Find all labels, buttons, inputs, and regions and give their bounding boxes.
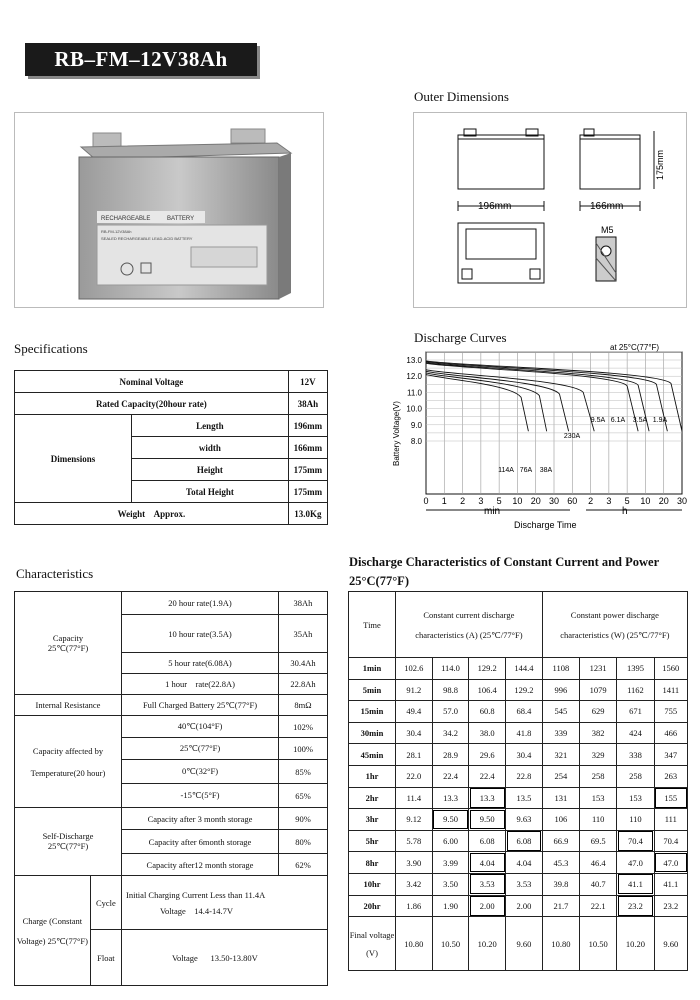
value-cell: 153: [580, 787, 617, 809]
spec-row: [15, 503, 328, 525]
x-tick-label: 2: [588, 496, 594, 506]
discharge-table: [348, 591, 688, 971]
capacity-row-label: 10 hour rate(3.5A): [122, 615, 279, 653]
x-ticks: [423, 496, 687, 506]
value-cell: 996: [542, 679, 579, 701]
value-cell: 22.1: [580, 895, 617, 917]
temp-row-value: 102%: [279, 716, 328, 738]
time-cell: 45min: [349, 744, 396, 766]
spec-row: [15, 371, 328, 393]
spec-row: [15, 415, 328, 437]
capacity-row-value: 35Ah: [279, 615, 328, 653]
final-value: 10.20: [617, 917, 654, 971]
value-cell: 47.0: [617, 852, 654, 874]
dim-value: 175mm: [288, 459, 327, 481]
value-cell: 30.4: [396, 722, 433, 744]
h-label: h: [622, 506, 628, 517]
discharge-row: [349, 873, 688, 895]
curve-label: 230A: [563, 433, 581, 440]
dim-value: 166mm: [288, 437, 327, 459]
outer-dimensions-drawing: [413, 112, 687, 308]
value-cell: 114.0: [432, 658, 469, 680]
min-label: min: [484, 506, 501, 517]
value-cell: 338: [617, 744, 654, 766]
temp-row-label: 40℃(104°F): [122, 716, 279, 738]
y-tick-label: 12.0: [406, 372, 422, 382]
value-cell: 1162: [617, 679, 654, 701]
x-tick-label: 10: [640, 496, 651, 506]
value-cell: 258: [617, 765, 654, 787]
value-cell: 545: [542, 701, 579, 723]
value-cell: 111: [654, 809, 687, 831]
time-cell: 15min: [349, 701, 396, 723]
weight-label: Weight Approx.: [15, 503, 289, 525]
value-cell: 9.50: [469, 809, 506, 831]
curve-label: 1.9A: [652, 417, 668, 424]
float-label: Float: [90, 930, 121, 986]
value-cell: 347: [654, 744, 687, 766]
y-tick-label: 9.0: [410, 420, 422, 430]
value-cell: 22.8: [506, 765, 543, 787]
x-tick-label: 1: [441, 496, 447, 506]
internal-value: 8mΩ: [279, 695, 328, 716]
discharge-curves-heading: Discharge Curves: [414, 330, 507, 345]
y-axis-label: Battery Voltage(V): [392, 401, 401, 466]
spec-row: [15, 393, 328, 415]
dim-label: Height: [132, 459, 289, 481]
dimensions-label: Dimensions: [15, 415, 132, 503]
value-cell: 129.2: [506, 679, 543, 701]
value-cell: 6.00: [432, 830, 469, 852]
photo-label-2: BATTERY: [167, 216, 195, 222]
curve-label: 114A: [498, 467, 514, 474]
self-row-value: 80%: [279, 830, 328, 854]
self-row-label: Capacity after12 month storage: [122, 854, 279, 876]
value-cell: 1560: [654, 658, 687, 680]
value-cell: 28.1: [396, 744, 433, 766]
value-cell: 9.63: [506, 809, 543, 831]
value-cell: 28.9: [432, 744, 469, 766]
value-cell: 47.0: [654, 852, 687, 874]
internal-cond: Full Charged Battery 25℃(77°F): [122, 695, 279, 716]
value-cell: 23.2: [617, 895, 654, 917]
final-value: 10.50: [432, 917, 469, 971]
current-header: Constant current discharge characteristics (A) (25℃/77°F): [396, 592, 543, 658]
photo-small-1: RB-FM-12V38Ah: [101, 229, 132, 234]
curve-label: 76A: [519, 467, 533, 474]
final-value: 10.80: [396, 917, 433, 971]
value-cell: 2.00: [506, 895, 543, 917]
discharge-row: [349, 787, 688, 809]
x-tick-label: 5: [624, 496, 630, 506]
temp-row-label: -15℃(5°F): [122, 784, 279, 808]
value-cell: 11.4: [396, 787, 433, 809]
time-header: Time: [349, 592, 396, 658]
value-cell: 13.3: [432, 787, 469, 809]
weight-value: 13.0Kg: [288, 503, 327, 525]
value-cell: 3.99: [432, 852, 469, 874]
x-tick-label: 10: [512, 496, 523, 506]
value-cell: 29.6: [469, 744, 506, 766]
value-cell: 155: [654, 787, 687, 809]
capacity-row-label: 1 hour rate(22.8A): [122, 674, 279, 695]
value-cell: 39.8: [542, 873, 579, 895]
value-cell: 329: [580, 744, 617, 766]
discharge-row: [349, 679, 688, 701]
final-value: 10.80: [542, 917, 579, 971]
value-cell: 321: [542, 744, 579, 766]
photo-label-1: RECHARGEABLE: [101, 216, 151, 222]
value-cell: 57.0: [432, 701, 469, 723]
value-cell: 9.50: [432, 809, 469, 831]
dim-label: Length: [132, 415, 289, 437]
value-cell: 22.0: [396, 765, 433, 787]
discharge-row: [349, 701, 688, 723]
charge-label: Charge (Constant Voltage) 25℃(77°F): [15, 876, 91, 986]
value-cell: 40.7: [580, 873, 617, 895]
value-cell: 46.4: [580, 852, 617, 874]
discharge-row: [349, 895, 688, 917]
final-value: 9.60: [654, 917, 687, 971]
capacity-label: Capacity: [52, 632, 84, 643]
x-tick-label: 30: [548, 496, 560, 506]
value-cell: 153: [617, 787, 654, 809]
x-tick-label: 20: [658, 496, 669, 506]
temp-note: at 25°C(77°F): [610, 343, 660, 352]
value-cell: 45.3: [542, 852, 579, 874]
y-tick-label: 8.0: [410, 437, 422, 446]
x-tick-label: 3: [606, 496, 612, 506]
discharge-curves-chart: [386, 338, 690, 534]
capacity-row-value: 30.4Ah: [279, 653, 328, 674]
value-cell: 13.3: [469, 787, 506, 809]
temp-row-value: 85%: [279, 760, 328, 784]
y-ticks: [406, 356, 422, 446]
spec-label: Rated Capacity(20hour rate): [15, 393, 289, 415]
temp-row-value: 100%: [279, 738, 328, 760]
value-cell: 30.4: [506, 744, 543, 766]
value-cell: 23.2: [654, 895, 687, 917]
x-tick-label: 5: [496, 496, 502, 506]
time-cell: 1hr: [349, 765, 396, 787]
value-cell: 110: [617, 809, 654, 831]
dim-depth: 166mm: [590, 201, 624, 212]
value-cell: 102.6: [396, 658, 433, 680]
value-cell: 1395: [617, 658, 654, 680]
value-cell: 424: [617, 722, 654, 744]
y-tick-label: 11.0: [407, 388, 422, 398]
value-cell: 34.2: [432, 722, 469, 744]
discharge-row: [349, 722, 688, 744]
value-cell: 263: [654, 765, 687, 787]
value-cell: 2.00: [469, 895, 506, 917]
final-value: 10.20: [469, 917, 506, 971]
x-tick-label: 0: [423, 496, 429, 506]
discharge-row: [349, 658, 688, 680]
photo-small-2: SEALED RECHARGEABLE LEAD-ACID BATTERY: [101, 236, 193, 241]
temp-row-value: 65%: [279, 784, 328, 808]
value-cell: 9.12: [396, 809, 433, 831]
discharge-row: [349, 852, 688, 874]
value-cell: 68.4: [506, 701, 543, 723]
time-cell: 20hr: [349, 895, 396, 917]
spec-value: 38Ah: [288, 393, 327, 415]
discharge-row: [349, 809, 688, 831]
value-cell: 3.53: [469, 873, 506, 895]
time-cell: 10hr: [349, 873, 396, 895]
cycle-label: Cycle: [90, 876, 121, 930]
self-row-value: 62%: [279, 854, 328, 876]
final-value: 10.50: [580, 917, 617, 971]
internal-label: Internal Resistance: [15, 695, 122, 716]
value-cell: 91.2: [396, 679, 433, 701]
self-label: Self-Discharge: [42, 831, 94, 841]
value-cell: 21.7: [542, 895, 579, 917]
value-cell: 3.90: [396, 852, 433, 874]
discharge-table-title: Discharge Characteristics of Constant Current and Power 25°C(77°F): [349, 555, 659, 588]
value-cell: 106: [542, 809, 579, 831]
value-cell: 1.90: [432, 895, 469, 917]
dimension-svg: [414, 113, 686, 307]
value-cell: 254: [542, 765, 579, 787]
dim-value: 196mm: [288, 415, 327, 437]
value-cell: 4.04: [506, 852, 543, 874]
value-cell: 22.4: [432, 765, 469, 787]
model-title: RB–FM–12V38Ah: [25, 43, 257, 76]
cycle-cell: [122, 876, 328, 930]
x-tick-label: 60: [567, 496, 578, 506]
y-tick-label: 13.0: [406, 356, 422, 365]
value-cell: 41.8: [506, 722, 543, 744]
value-cell: 1411: [654, 679, 687, 701]
time-cell: 2hr: [349, 787, 396, 809]
value-cell: 4.04: [469, 852, 506, 874]
value-cell: 339: [542, 722, 579, 744]
value-cell: 3.50: [432, 873, 469, 895]
cycle-line2: Voltage 14.4-14.7V: [160, 905, 234, 916]
value-cell: 13.5: [506, 787, 543, 809]
value-cell: 671: [617, 701, 654, 723]
cycle-line1: Initial Charging Current Less than 11.4A: [126, 889, 266, 900]
time-cell: 30min: [349, 722, 396, 744]
value-cell: 755: [654, 701, 687, 723]
power-header: Constant power discharge characteristics (W) (25℃/77°F): [542, 592, 687, 658]
specifications-table: [14, 370, 328, 525]
curve-label: 38A: [539, 467, 553, 474]
value-cell: 22.4: [469, 765, 506, 787]
discharge-curve-line: [426, 362, 667, 432]
self-row-label: Capacity after 3 month storage: [122, 808, 279, 830]
value-cell: 38.0: [469, 722, 506, 744]
value-cell: 110: [580, 809, 617, 831]
dim-height: 175mm: [655, 149, 665, 180]
capacity-row-label: 5 hour rate(6.08A): [122, 653, 279, 674]
spec-label: Nominal Voltage: [15, 371, 289, 393]
discharge-row: [349, 744, 688, 766]
x-tick-label: 2: [460, 496, 466, 506]
capacity-temp: 25℃(77°F): [47, 642, 89, 653]
time-cell: 3hr: [349, 809, 396, 831]
temp-row-label: 0℃(32°F): [122, 760, 279, 784]
value-cell: 3.42: [396, 873, 433, 895]
value-cell: 98.8: [432, 679, 469, 701]
curve-label: 9.5A: [590, 417, 606, 424]
value-cell: 258: [580, 765, 617, 787]
specifications-heading: Specifications: [14, 341, 88, 356]
capacity-row-value: 38Ah: [279, 592, 328, 615]
value-cell: 5.78: [396, 830, 433, 852]
value-cell: 131: [542, 787, 579, 809]
value-cell: 3.53: [506, 873, 543, 895]
capacity-cell: [15, 592, 122, 695]
value-cell: 66.9: [542, 830, 579, 852]
discharge-row: [349, 765, 688, 787]
x-axis-label: Discharge Time: [514, 520, 577, 530]
self-row-value: 90%: [279, 808, 328, 830]
temp-label: Capacity affected by Temperature(20 hour): [15, 716, 122, 808]
discharge-curve-line: [426, 375, 528, 432]
value-cell: 70.4: [617, 830, 654, 852]
dim-value: 175mm: [288, 481, 327, 503]
x-tick-label: 30: [676, 496, 688, 506]
value-cell: 49.4: [396, 701, 433, 723]
dim-width: 196mm: [478, 201, 512, 212]
float-value: Voltage 13.50-13.80V: [122, 930, 328, 986]
value-cell: 1231: [580, 658, 617, 680]
curve-labels: [498, 417, 667, 474]
value-cell: 6.08: [506, 830, 543, 852]
value-cell: 60.8: [469, 701, 506, 723]
curve-label: 3.5A: [632, 417, 648, 424]
characteristics-table: [14, 591, 328, 986]
value-cell: 41.1: [654, 873, 687, 895]
self-cell: [15, 808, 122, 876]
value-cell: 129.2: [469, 658, 506, 680]
value-cell: 1108: [542, 658, 579, 680]
value-cell: 629: [580, 701, 617, 723]
capacity-row-value: 22.8Ah: [279, 674, 328, 695]
value-cell: 70.4: [654, 830, 687, 852]
value-cell: 466: [654, 722, 687, 744]
final-label: Final voltage (V): [349, 917, 396, 971]
self-temp: 25℃(77°F): [47, 841, 89, 851]
x-tick-label: 3: [478, 496, 484, 506]
self-row-label: Capacity after 6month storage: [122, 830, 279, 854]
time-cell: 8hr: [349, 852, 396, 874]
value-cell: 106.4: [469, 679, 506, 701]
terminal-label: M5: [601, 225, 614, 235]
value-cell: 144.4: [506, 658, 543, 680]
discharge-curve-line: [426, 371, 569, 431]
value-cell: 41.1: [617, 873, 654, 895]
time-cell: 5hr: [349, 830, 396, 852]
value-cell: 6.08: [469, 830, 506, 852]
curve-label: 6.1A: [610, 417, 626, 424]
spec-value: 12V: [288, 371, 327, 393]
final-value: 9.60: [506, 917, 543, 971]
outer-dimensions-heading: Outer Dimensions: [414, 89, 509, 104]
battery-photo-frame: [14, 112, 324, 308]
y-tick-label: 10.0: [406, 404, 422, 414]
x-tick-label: 20: [530, 496, 541, 506]
battery-photo: [15, 113, 323, 307]
characteristics-heading: Characteristics: [16, 566, 94, 581]
value-cell: 69.5: [580, 830, 617, 852]
value-cell: 1.86: [396, 895, 433, 917]
capacity-row-label: 20 hour rate(1.9A): [122, 592, 279, 615]
dim-label: Total Height: [132, 481, 289, 503]
dim-label: width: [132, 437, 289, 459]
value-cell: 1079: [580, 679, 617, 701]
time-cell: 1min: [349, 658, 396, 680]
value-cell: 382: [580, 722, 617, 744]
time-cell: 5min: [349, 679, 396, 701]
temp-row-label: 25℃(77°F): [122, 738, 279, 760]
discharge-row: [349, 830, 688, 852]
